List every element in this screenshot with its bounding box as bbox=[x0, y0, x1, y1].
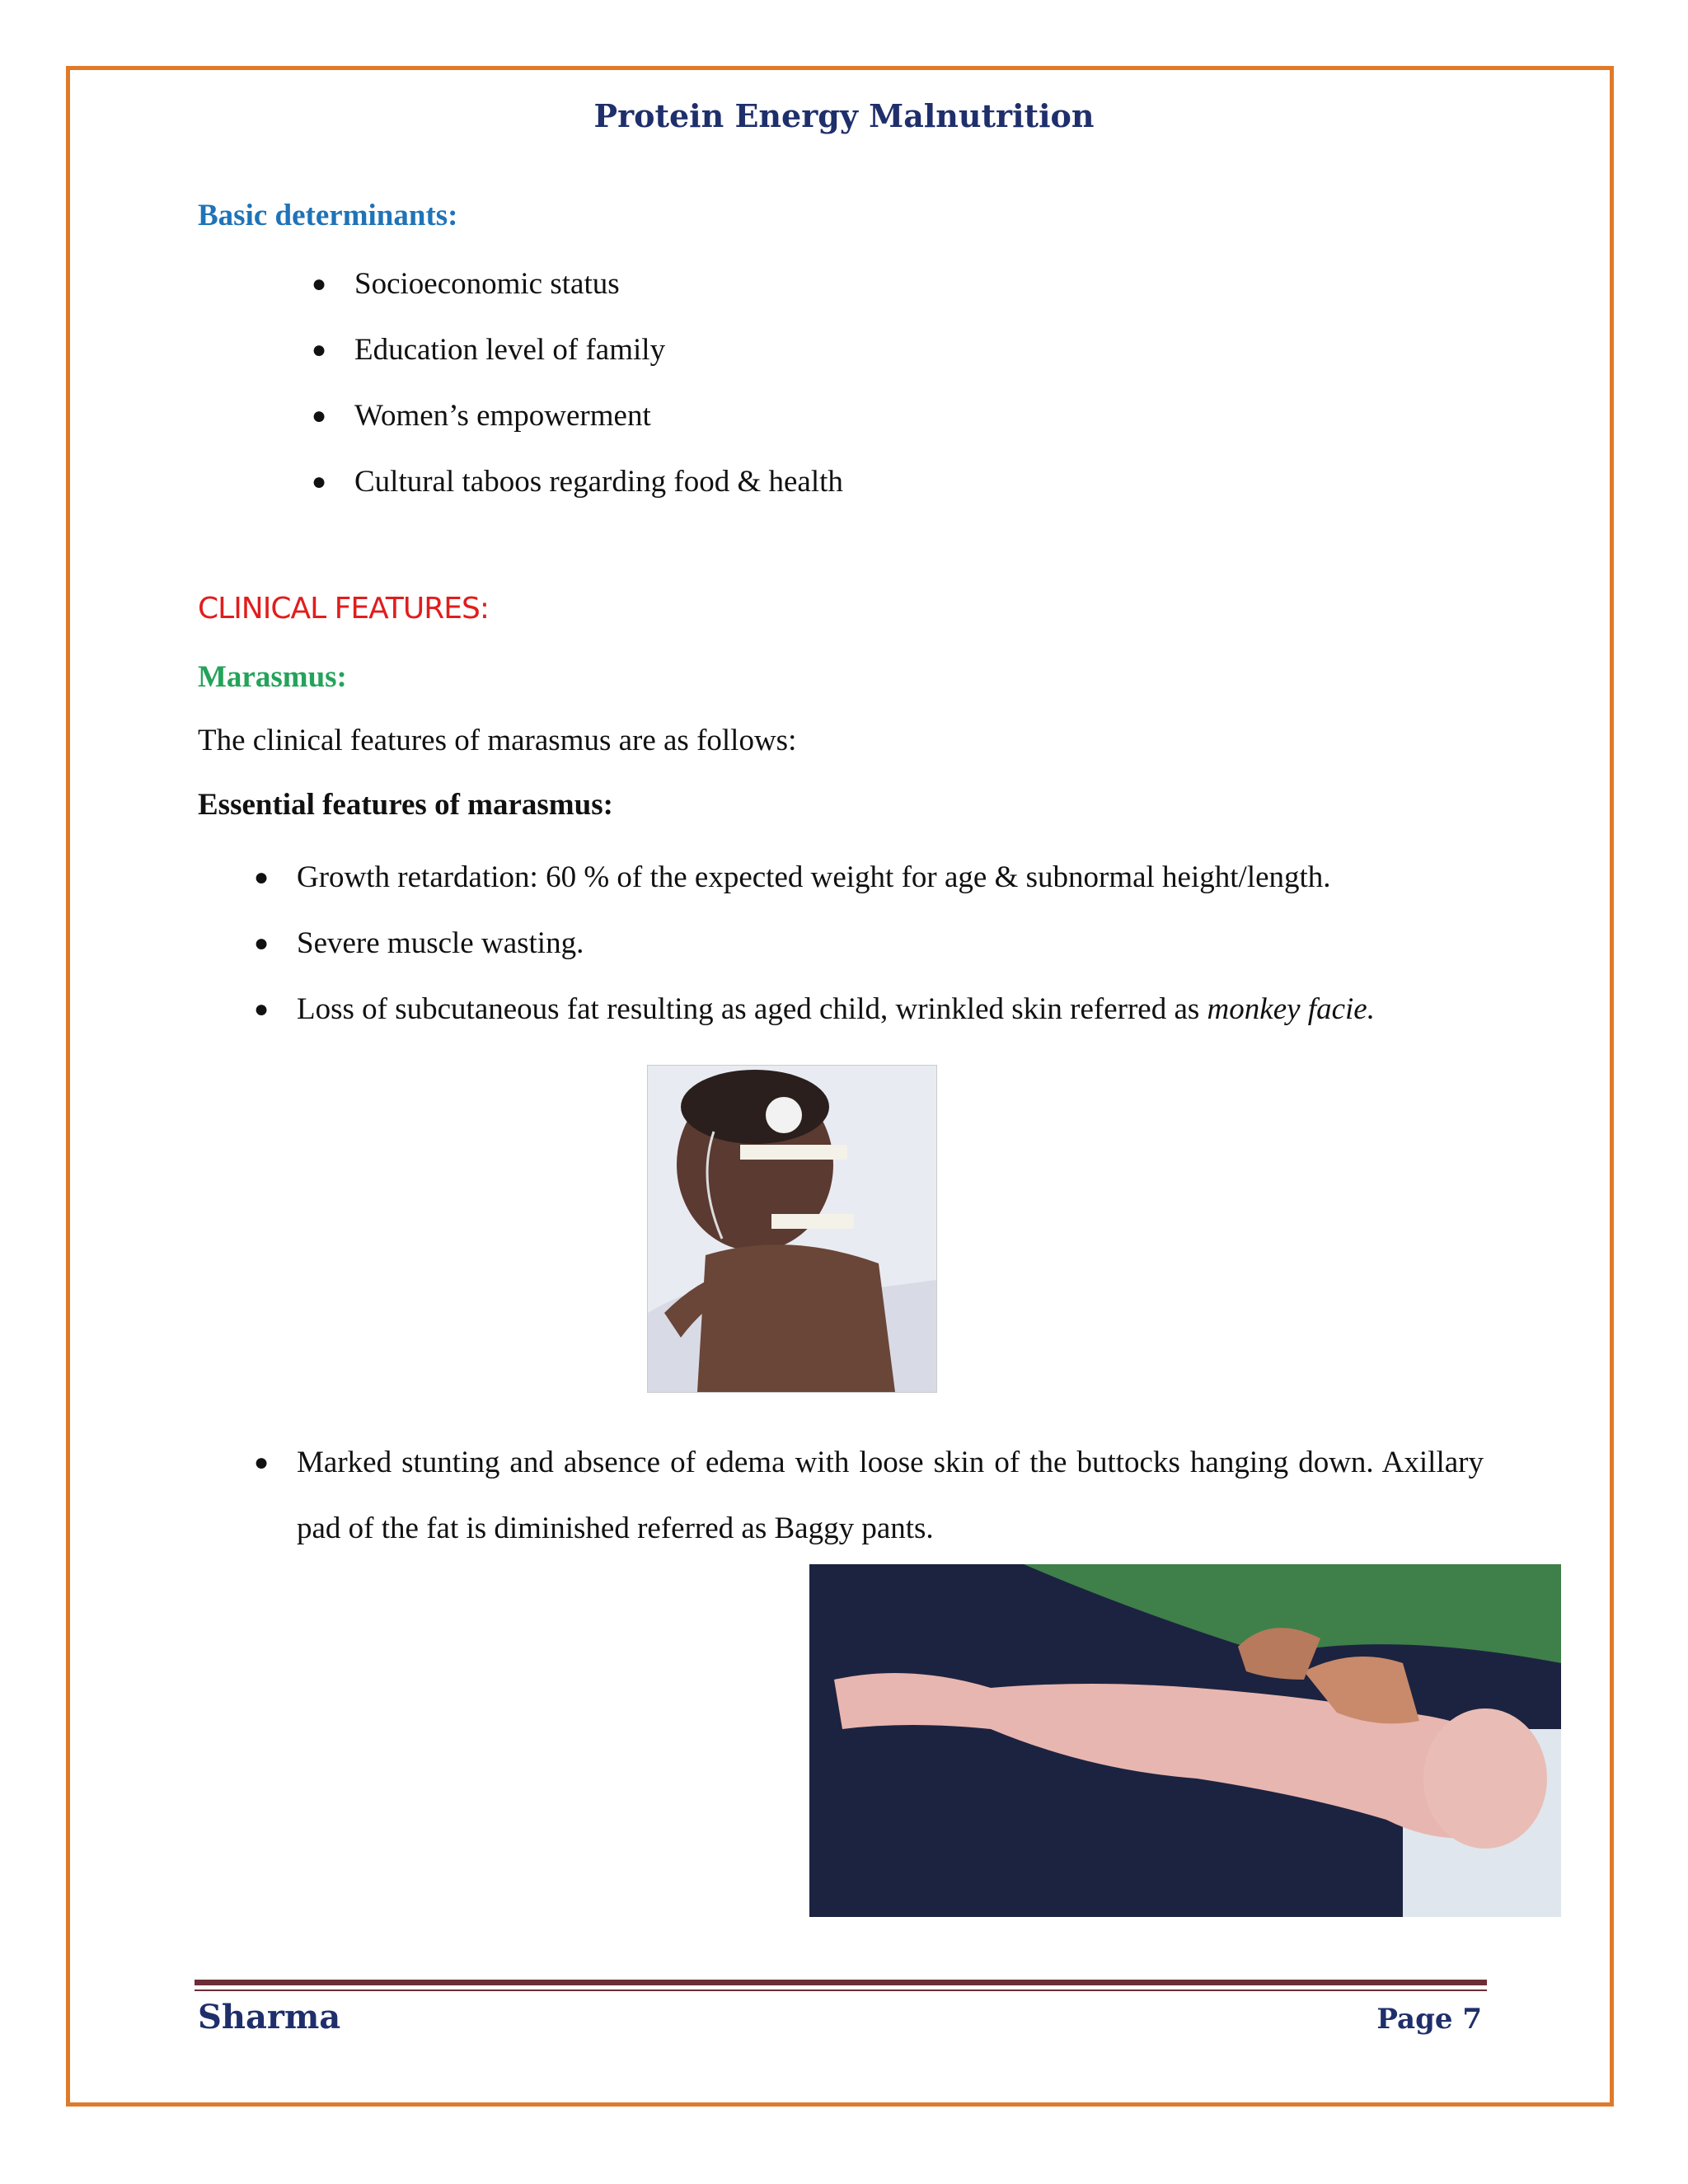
marasmus-intro: The clinical features of marasmus are as follows: bbox=[198, 724, 797, 757]
list-item: ● Growth retardation: 60 % of the expected weight for age & subnormal height/length. bbox=[297, 845, 1375, 911]
baggy-pants-illustration bbox=[809, 1564, 1561, 1917]
page-number: Page 7 bbox=[1376, 2003, 1482, 2036]
basic-determinants-heading: Basic determinants: bbox=[198, 199, 458, 232]
essential-features-list bbox=[254, 845, 1375, 1043]
list-item: ● Severe muscle wasting. bbox=[297, 911, 1375, 977]
list-item: ● Socioeconomic status bbox=[354, 251, 843, 317]
footer-rule bbox=[195, 1980, 1487, 1985]
list-item: ● Education level of family bbox=[354, 317, 843, 383]
essential-features-heading: Essential features of marasmus: bbox=[198, 788, 613, 822]
basic-determinants-list bbox=[312, 251, 843, 515]
bullet-icon: ● bbox=[312, 402, 327, 429]
baggy-pants-infant-photo bbox=[809, 1564, 1561, 1917]
bullet-icon: ● bbox=[312, 468, 327, 495]
infant-photo-illustration bbox=[648, 1066, 936, 1392]
italic-term: monkey facie. bbox=[1207, 992, 1375, 1026]
footer-author: Sharma bbox=[198, 1998, 341, 2036]
bullet-icon: ● bbox=[254, 864, 270, 891]
list-item: ● Women’s empowerment bbox=[354, 383, 843, 449]
list-item: ● Cultural taboos regarding food & health bbox=[354, 449, 843, 515]
bullet-icon: ● bbox=[312, 270, 327, 298]
page-title: Protein Energy Malnutrition bbox=[593, 97, 1095, 134]
bullet-icon: ● bbox=[254, 1449, 270, 1476]
bullet-icon: ● bbox=[254, 930, 270, 957]
list-item: ● Loss of subcutaneous fat resulting as aged child, wrinkled skin referred as monkey facie. bbox=[297, 977, 1375, 1043]
bullet-icon: ● bbox=[254, 996, 270, 1023]
footer-rule-thin bbox=[195, 1990, 1487, 1991]
bullet-icon: ● bbox=[312, 336, 327, 363]
baggy-pants-list bbox=[254, 1430, 1484, 1562]
marasmus-infant-photo bbox=[647, 1065, 937, 1393]
list-item: ● Marked stunting and absence of edema with loose skin of the buttocks hanging down. Axillary pad of the fat is diminished referred as Baggy pants. bbox=[297, 1430, 1484, 1562]
clinical-features-heading: CLINICAL FEATURES: bbox=[198, 592, 489, 626]
marasmus-heading: Marasmus: bbox=[198, 660, 347, 694]
